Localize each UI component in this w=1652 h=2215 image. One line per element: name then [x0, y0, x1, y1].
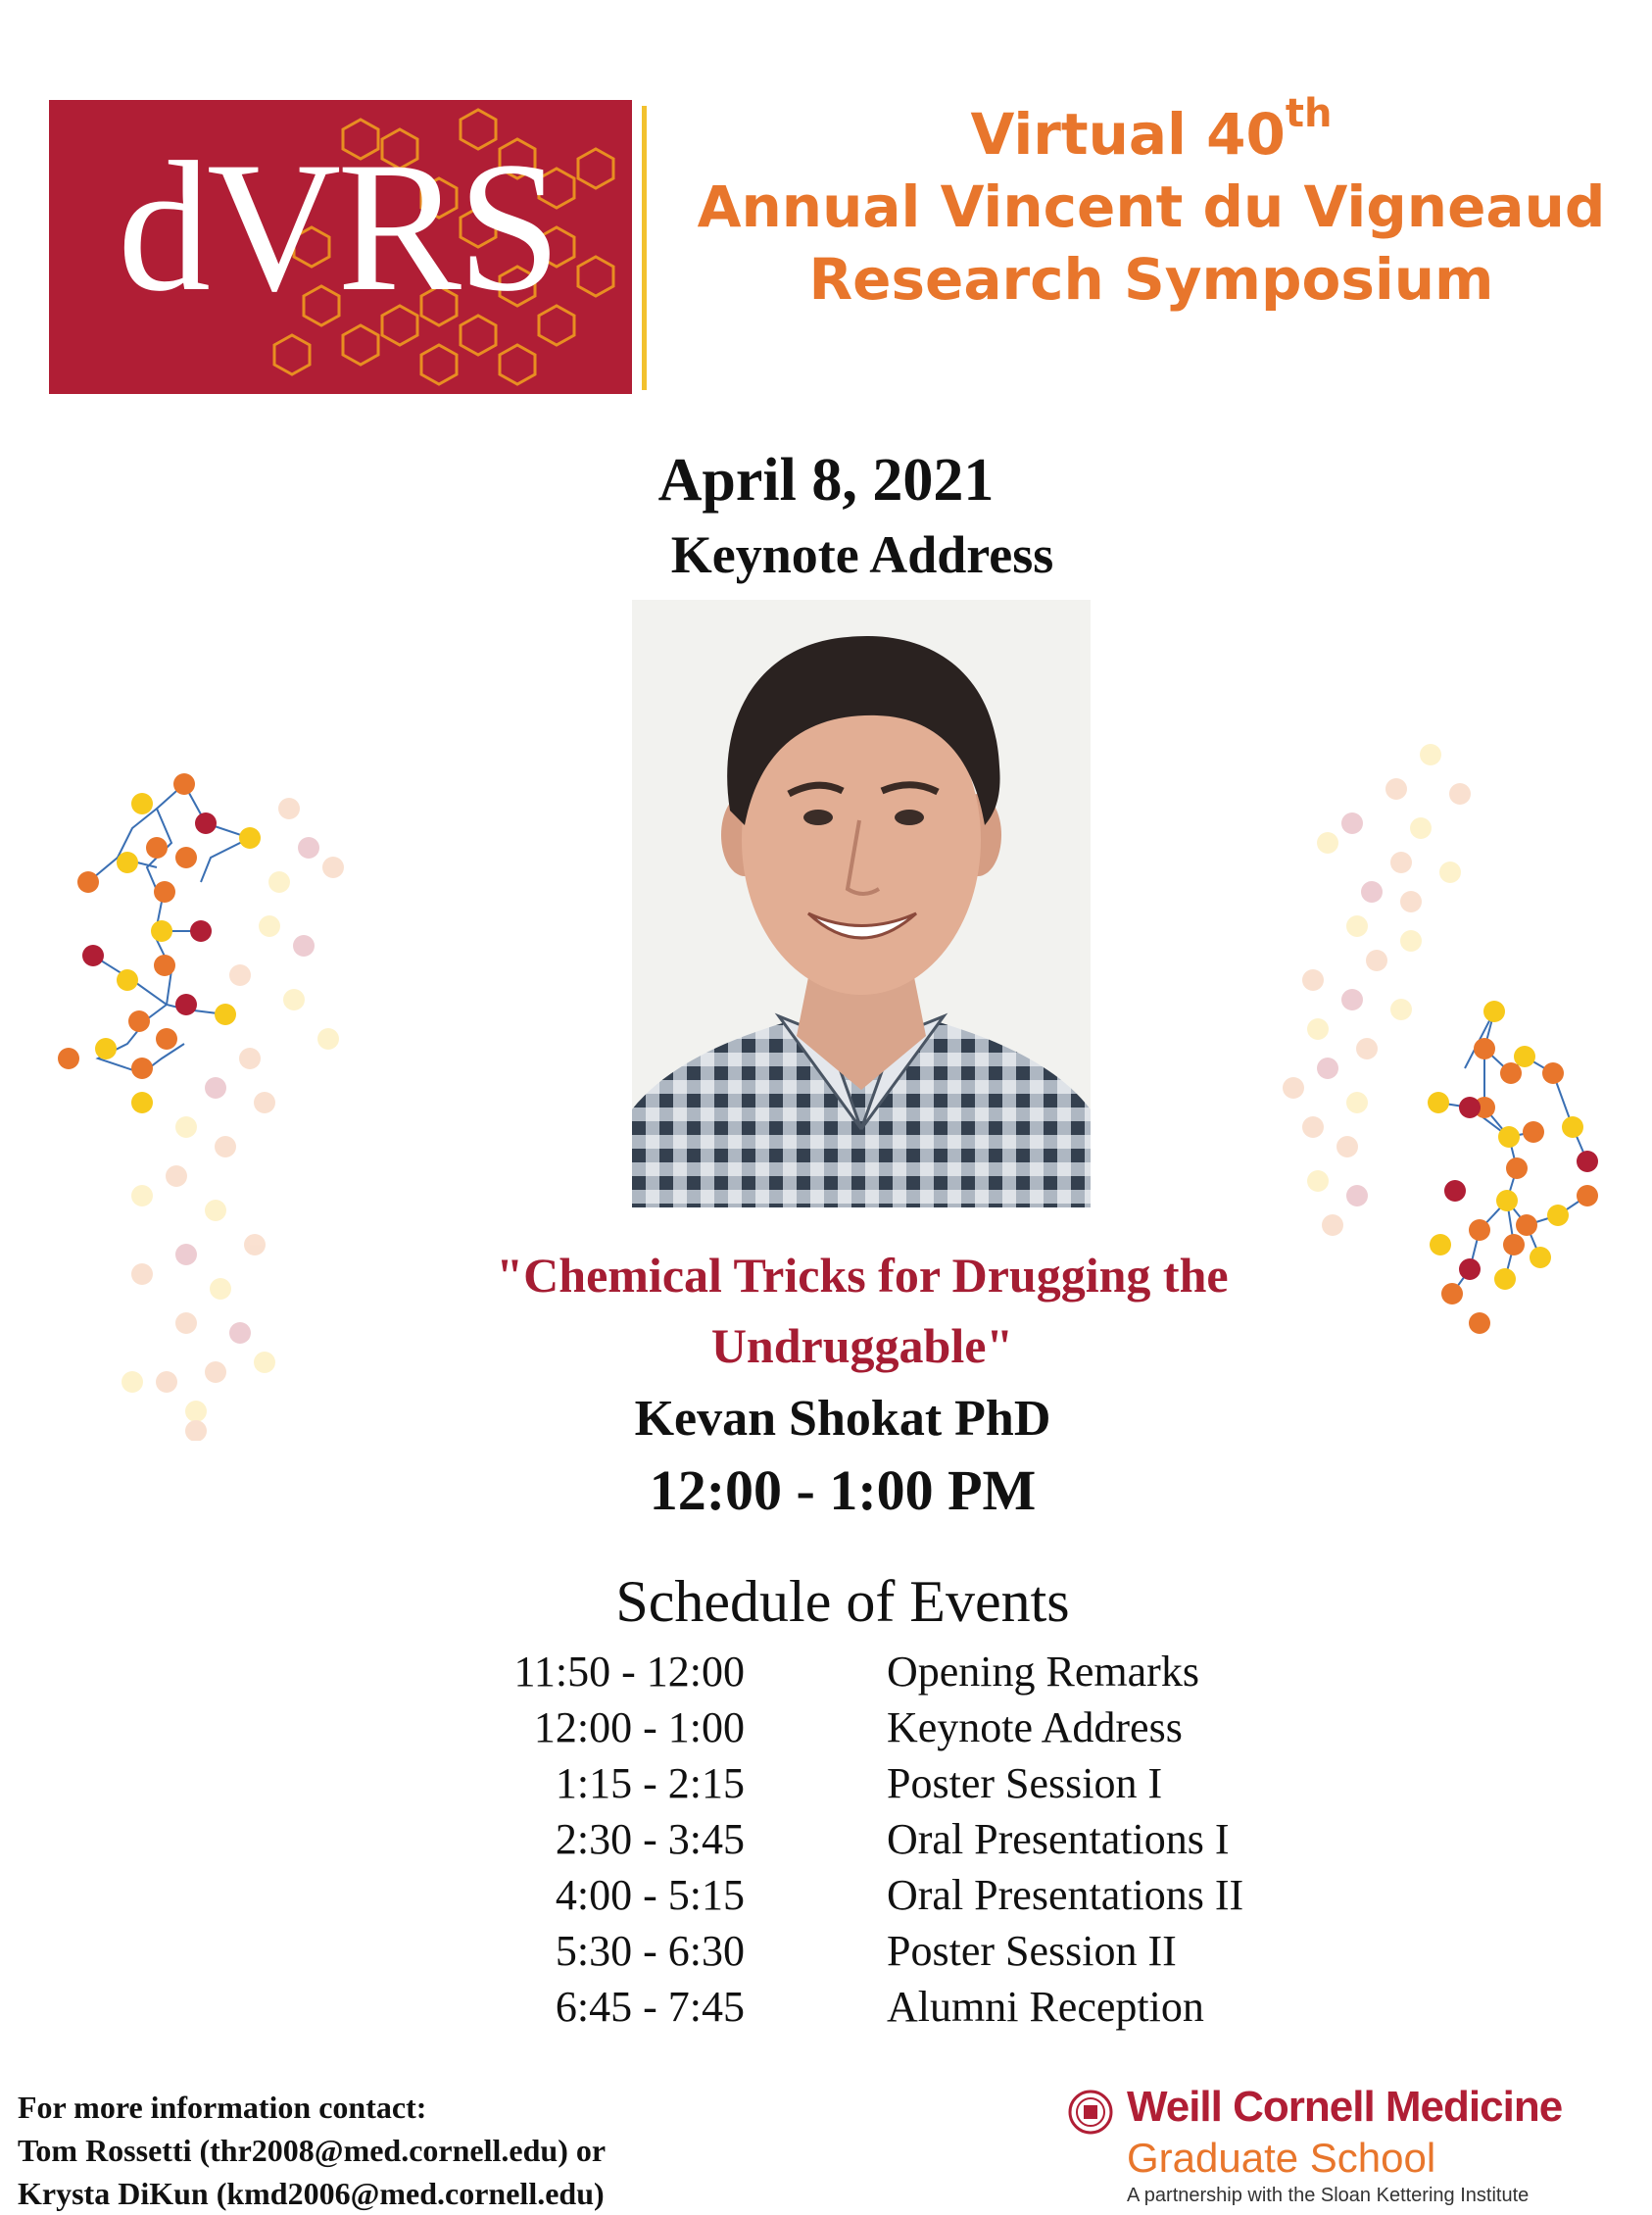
- schedule-row: [470, 1702, 1352, 1758]
- schedule-time: 1:15 - 2:15: [555, 1759, 745, 1807]
- schedule-heading: Schedule of Events: [615, 1569, 1070, 1634]
- schedule-time: 11:50 - 12:00: [513, 1648, 745, 1696]
- schedule-time: 2:30 - 3:45: [555, 1815, 745, 1863]
- schedule-event: Keynote Address: [887, 1703, 1183, 1751]
- title-line3: Research Symposium: [808, 246, 1494, 313]
- schedule-event: Oral Presentations I: [887, 1815, 1230, 1863]
- schedule-event: Poster Session II: [887, 1927, 1177, 1975]
- talk-title-line2: Undruggable": [710, 1318, 1014, 1373]
- dvrs-logo: [49, 100, 632, 394]
- symposium-title: [666, 91, 1636, 316]
- schedule-event: Oral Presentations II: [887, 1871, 1244, 1919]
- title-superscript: th: [1285, 91, 1333, 136]
- schedule-row: [470, 1814, 1352, 1870]
- molecule-decoration-left-icon: [39, 764, 372, 1441]
- keynote-time: 12:00 - 1:00 PM: [649, 1458, 1037, 1522]
- wcm-school: Graduate School: [1127, 2135, 1436, 2181]
- wcm-name: Weill Cornell Medicine: [1127, 2083, 1563, 2131]
- schedule-time: 6:45 - 7:45: [555, 1983, 745, 2031]
- speaker-portrait-icon: [632, 600, 1091, 1207]
- contact-line-1: Tom Rossetti (thr2008@med.cornell.edu) or: [18, 2133, 607, 2168]
- schedule-time: 12:00 - 1:00: [533, 1703, 745, 1751]
- schedule-row: [470, 1647, 1352, 1702]
- logo-text: dVRS: [118, 124, 558, 330]
- speaker-photo: [632, 600, 1091, 1207]
- talk-title: [372, 1240, 1352, 1381]
- schedule-event: Opening Remarks: [887, 1648, 1199, 1696]
- schedule-time: 4:00 - 5:15: [555, 1871, 745, 1919]
- schedule-row: [470, 1926, 1352, 1982]
- schedule-event: Alumni Reception: [887, 1983, 1204, 2031]
- speaker-name: Kevan Shokat PhD: [634, 1391, 1051, 1447]
- wcm-partner: A partnership with the Sloan Kettering Institute: [1127, 2185, 1530, 2206]
- cornell-seal-icon: [1068, 2090, 1113, 2135]
- event-date: April 8, 2021: [657, 447, 995, 514]
- schedule-row: [470, 1758, 1352, 1814]
- schedule-list: [470, 1647, 1352, 2038]
- title-line2: Annual Vincent du Vigneaud: [697, 173, 1606, 240]
- contact-info: [18, 2086, 606, 2215]
- schedule-event: Poster Session I: [887, 1759, 1163, 1807]
- schedule-time: 5:30 - 6:30: [555, 1927, 745, 1975]
- title-line1: Virtual 40: [970, 101, 1286, 168]
- logo-divider: [642, 106, 647, 390]
- contact-heading: For more information contact:: [18, 2090, 427, 2125]
- schedule-row: [470, 1870, 1352, 1926]
- keynote-label: Keynote Address: [670, 525, 1054, 584]
- talk-title-line1: "Chemical Tricks for Drugging the: [496, 1248, 1229, 1303]
- schedule-row: [470, 1982, 1352, 2038]
- contact-line-2: Krysta DiKun (kmd2006@med.cornell.edu): [18, 2176, 605, 2211]
